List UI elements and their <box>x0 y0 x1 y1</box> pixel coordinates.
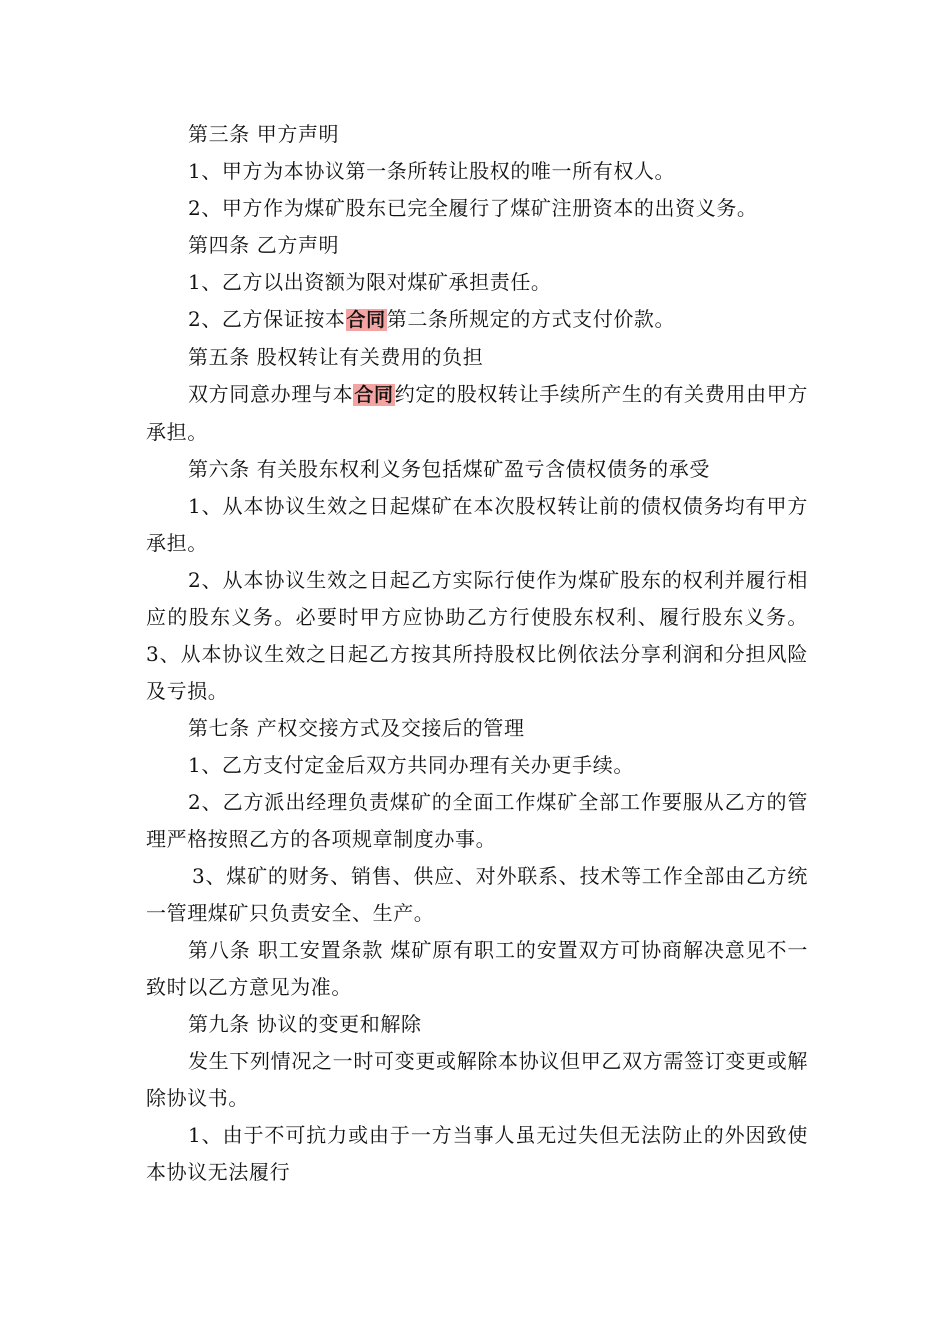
article-7-clause-2: 2、乙方派出经理负责煤矿的全面工作煤矿全部工作要服从乙方的管理严格按照乙方的各项规章制度办事。 <box>146 790 808 851</box>
clause-text: 约定的股权转让手续所产生的有关费用由甲方承担。 <box>146 382 809 444</box>
article-8-body: 第八条 职工安置条款 煤矿原有职工的安置双方可协商解决意见不一致时以乙方意见为准。 <box>146 938 808 999</box>
article-3-clause-2: 2、甲方作为煤矿股东已完全履行了煤矿注册资本的出资义务。 <box>188 196 758 220</box>
article-6-heading: 第六条 有关股东权利义务包括煤矿盈亏含债权债务的承受 <box>188 457 710 481</box>
clause-text: 双方同意办理与本 <box>188 382 354 406</box>
article-9-body: 发生下列情况之一时可变更或解除本协议但甲乙双方需签订变更或解除协议书。 <box>146 1049 808 1110</box>
article-3-heading: 第三条 甲方声明 <box>188 122 340 146</box>
document-body <box>146 116 808 1191</box>
article-7-clause-1: 1、乙方支付定金后双方共同办理有关办更手续。 <box>188 753 634 777</box>
article-9-clause-1: 1、由于不可抗力或由于一方当事人虽无过失但无法防止的外因致使本协议无法履行 <box>146 1123 808 1184</box>
article-4-clause-2 <box>146 301 808 339</box>
article-7-heading: 第七条 产权交接方式及交接后的管理 <box>188 716 525 740</box>
highlighted-keyword: 合同 <box>346 309 386 331</box>
article-6-clause-1: 1、从本协议生效之日起煤矿在本次股权转让前的债权债务均有甲方承担。 <box>146 494 808 555</box>
highlighted-keyword: 合同 <box>354 384 394 406</box>
article-6-clause-2: 2、从本协议生效之日起乙方实际行使作为煤矿股东的权利并履行相应的股东义务。必要时甲方应协助乙方行使股东权利、履行股东义务。 3、从本协议生效之日起乙方按其所持股权比例依法分享利润和分担风险及亏损。 <box>146 568 808 703</box>
article-9-heading: 第九条 协议的变更和解除 <box>188 1012 422 1036</box>
article-4-clause-1: 1、乙方以出资额为限对煤矿承担责任。 <box>188 270 552 294</box>
article-7-clause-3: 3、煤矿的财务、销售、供应、对外联系、技术等工作全部由乙方统一管理煤矿只负责安全、生产。 <box>146 864 808 925</box>
clause-text: 2、乙方保证按本 <box>188 307 346 331</box>
article-5-body <box>146 376 808 451</box>
clause-text: 第二条所规定的方式支付价款。 <box>386 307 676 331</box>
article-4-heading: 第四条 乙方声明 <box>188 233 340 257</box>
article-5-heading: 第五条 股权转让有关费用的负担 <box>188 345 484 369</box>
article-3-clause-1: 1、甲方为本协议第一条所转让股权的唯一所有权人。 <box>188 159 676 183</box>
